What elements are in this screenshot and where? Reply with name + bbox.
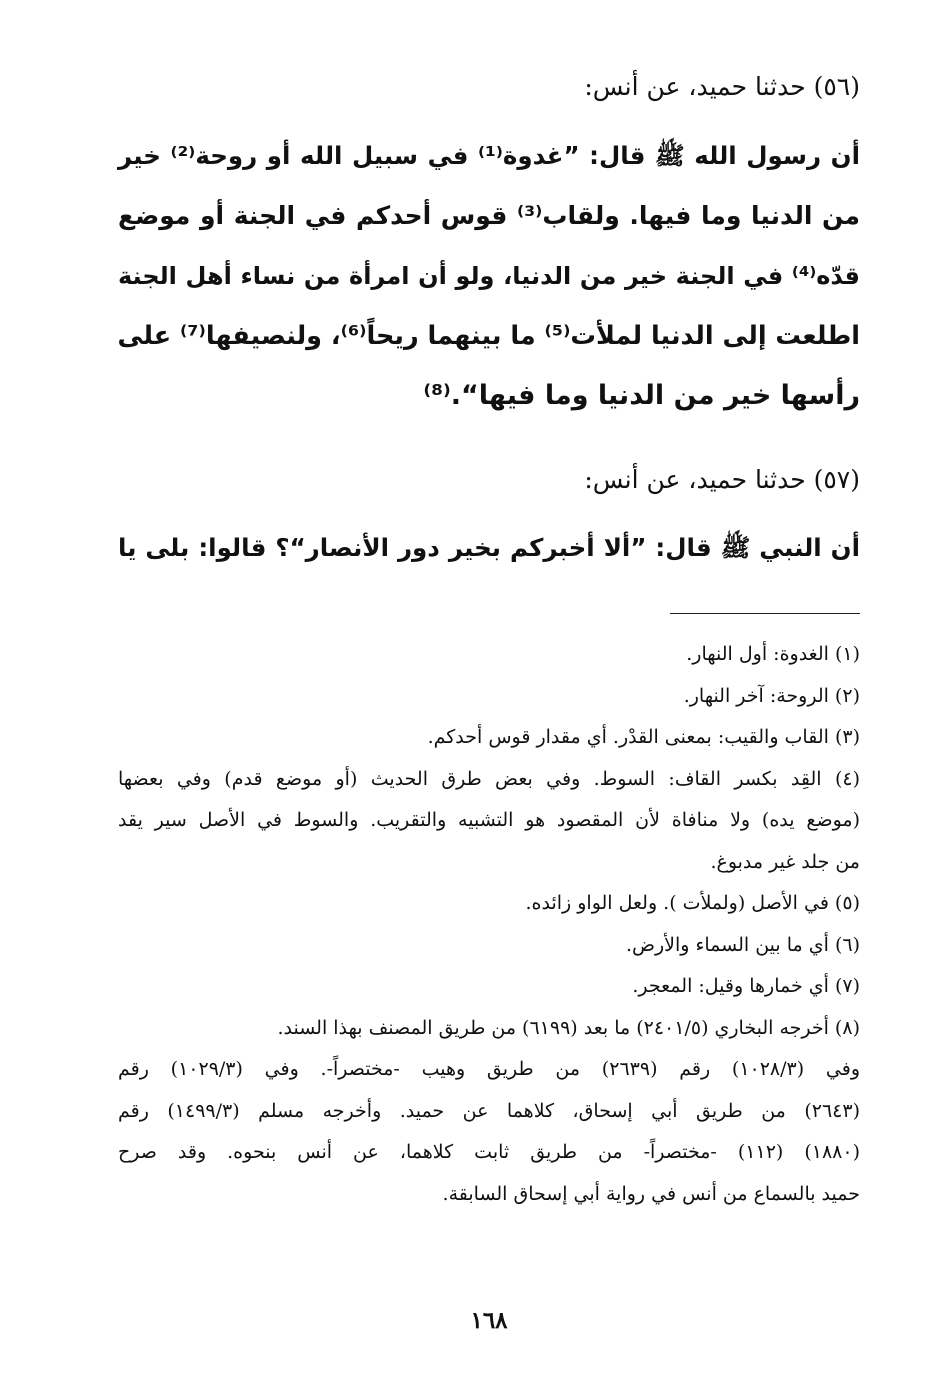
- footnote-line: (٣) القاب والقيب: بمعنى القدْر. أي مقدار قوس أحدكم.: [427, 726, 860, 748]
- hadith-56-text: [118, 126, 860, 426]
- footnote-line: حميد بالسماع من أنس في رواية أبي إسحاق السابقة.: [442, 1182, 860, 1205]
- hadith-56-header: (٥٦) حدثنا حميد، عن أنس:: [584, 72, 860, 101]
- book-page: [118, 0, 860, 1373]
- footnote-line: (موضع يده) ولا منافاة لأن المقصود هو التشبيه والتقريب. والسوط في الأصل سير يقد: [118, 809, 860, 831]
- hadith-57-line: أن النبي ﷺ قال: ”ألا أخبركم بخير دور الأنصار“؟ قالوا: بلى يا: [118, 533, 860, 562]
- hadith-56-line: اطلعت إلى الدنيا لملأت⁽⁵⁾ ما بينهما ريحاً⁽⁶⁾، ولنصيفها⁽⁷⁾ على: [117, 321, 860, 351]
- hadith-57-header: (٥٧) حدثنا حميد، عن أنس:: [584, 465, 860, 494]
- footnote-line: وفي (١٠٢٨/٣) رقم (٢٦٣٩) من طريق وهيب -مختصراً-. وفي (١٠٢٩/٣) رقم: [118, 1058, 861, 1080]
- hadith-56-line: أن رسول الله ﷺ قال: ”غدوة⁽¹⁾ في سبيل الله أو روحة⁽²⁾ خير: [118, 141, 860, 170]
- footnote-line: (٤) القِد بكسر القاف: السوط. وفي بعض طرق الحديث (أو موضع قدم) وفي بعضها: [118, 767, 860, 790]
- footnote-line: (٨) أخرجه البخاري (٢٤٠١/٥) ما بعد (٦١٩٩) من طريق المصنف بهذا السند.: [277, 1016, 860, 1039]
- footnote-line: (١٨٨٠) (١١٢) -مختصراً- من طريق ثابت كلاهما، عن أنس بنحوه. وقد صرح: [118, 1141, 860, 1163]
- page-number: ١٦٨: [470, 1307, 508, 1334]
- footnote-line: (١) الغدوة: أول النهار.: [686, 643, 860, 665]
- footnote-line: (٦) أي ما بين السماء والأرض.: [625, 933, 860, 956]
- footnote-line: (٢٦٤٣) من طريق أبي إسحاق، كلاهما عن حميد. وأخرجه مسلم (١٤٩٩/٣) رقم: [118, 1099, 860, 1122]
- footnote-line: (٥) في الأصل (ولملأت ). ولعل الواو زائده.: [525, 892, 860, 914]
- hadith-56-line: رأسها خير من الدنيا وما فيها“.⁽⁸⁾: [423, 380, 860, 411]
- hadith-56-line: قدّه⁽⁴⁾ في الجنة خير من الدنيا، ولو أن امرأة من نساء أهل الجنة: [118, 262, 860, 290]
- footnotes: [118, 634, 860, 1215]
- footnote-line: من جلد غير مدبوغ.: [710, 850, 860, 873]
- hadith-56-line: من الدنيا وما فيها. ولقاب⁽³⁾ قوس أحدكم في الجنة أو موضع: [118, 201, 861, 230]
- hadith-57-text: [118, 518, 860, 578]
- footnote-line: (٢) الروحة: آخر النهار.: [683, 684, 860, 707]
- footnote-separator: [670, 613, 860, 614]
- footnote-line: (٧) أي خمارها وقيل: المعجر.: [632, 975, 860, 997]
